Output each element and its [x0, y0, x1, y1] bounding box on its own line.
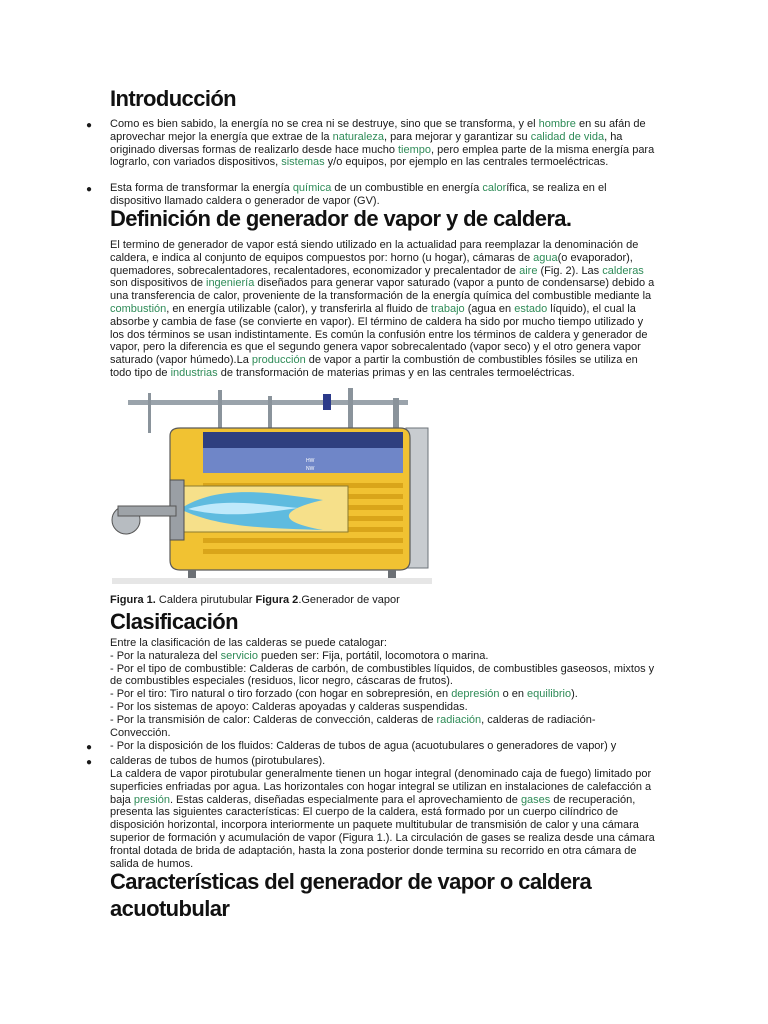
link-depresion[interactable]: depresión	[451, 688, 500, 701]
text-run: La caldera de vapor pirotubular generalmente tienen un hogar integral (denominado caja de fuego) limitado por superficies enfriadas por agua. Las horizontales con hogar integral se utilizan en instalaciones de calefacción a baja	[110, 768, 652, 806]
link-trabajo[interactable]: trabajo	[431, 302, 465, 315]
text-run: Como es bien sabido, la energía no se crea ni se destruye, sino que se transforma, y el	[110, 118, 539, 130]
caption-label-2: Figura 2	[255, 594, 299, 606]
link-radiacion[interactable]: radiación	[436, 713, 482, 726]
text-run: (Fig. 2). Las	[537, 264, 603, 277]
link-servicio[interactable]: servicio	[220, 649, 258, 662]
text-run: en su afán de aprovechar mejor la energía que extrae de la	[110, 118, 646, 143]
link-calor[interactable]: calor	[482, 182, 507, 194]
link-combustion[interactable]: combustión	[110, 302, 167, 315]
pirotubular-paragraph	[110, 768, 655, 870]
text-run: - Por el tiro: Tiro natural o tiro forzado (con hogar en sobrepresión, en	[110, 688, 452, 701]
text-run: El termino de generador de vapor está siendo utilizado en la actualidad para reemplazar la denominación de caldera, e indica al conjunto de equipos compuestos por: horno (u hogar), cámaras de	[110, 239, 639, 264]
heading-caracteristicas: Características del generador de vapor o caldera acuotubular	[110, 869, 592, 921]
heading-clasificacion: Clasificación	[110, 609, 238, 634]
clas-bullet-2: calderas de tubos de humos (pirotubulares).	[110, 755, 326, 767]
link-sistemas[interactable]: sistemas	[281, 156, 325, 169]
link-naturaleza[interactable]: naturaleza	[332, 130, 384, 143]
intro-paragraph-2	[110, 182, 655, 208]
text-run: ).	[571, 688, 578, 701]
text-run: , en energía utilizable (calor), y transferirla al fluido de	[166, 302, 432, 315]
clasificacion-list	[110, 637, 655, 739]
text-run: líquido), el cual la absorbe y cambia de fase (se convierte en vapor). El término de caldera ha sido por mucho tiempo utilizado y los dos términos se usan indistintamente. Es común la confusión entre los términos de caldera y generador de vapor, pero la diferencia es que el segundo genera vapor sobrecalentado (vapor seco) y el otro genera vapor saturado (vapor húmedo).La	[110, 302, 648, 367]
link-gases[interactable]: gases	[520, 793, 551, 806]
caption-label-1: Figura 1.	[110, 594, 156, 606]
clas-line-2	[110, 650, 655, 663]
text-run: . Estas calderas, diseñadas especialmente para el aprovechamiento de	[169, 793, 521, 806]
link-produccion[interactable]: producción	[251, 354, 306, 367]
link-quimica[interactable]: química	[292, 182, 332, 194]
text-run: son dispositivos de	[110, 277, 206, 290]
clas-line-4	[110, 688, 655, 701]
text-run: de vapor a partir la combustión de combustibles fósiles se utiliza en todo tipo de	[110, 354, 638, 379]
link-estado[interactable]: estado	[514, 302, 548, 315]
text-run: de recuperación, presenta las siguientes características: El cuerpo de la caldera, está formado por un cuerpo cilíndrico de disposición horizontal, incorpora interiormente un paquete multitubular de transmisión de calor y una cámara superior de formación y acumulación de vapor (Figura 1.). La circulación de gases se realiza desde una cámara frontal dotada de brida de adaptación, hasta la zona posterior donde termina su recorrido en otra cámara de salida de humos.	[110, 793, 655, 870]
intro-paragraph-1	[110, 118, 655, 169]
text-run: o en	[499, 688, 528, 701]
text-run: diseñados para generar vapor saturado (vapor a punto de condensarse) debido a una transferencia de calor, proveniente de la transformación de la energía química del combustible mediante la	[110, 277, 655, 303]
link-industrias[interactable]: industrias	[170, 366, 218, 379]
text-run: , pero emplea parte de la misma energía para lograrlo, con variados dispositivos,	[110, 143, 655, 169]
label-nw: NW	[306, 466, 315, 472]
text-run: de transformación de materias primas y en las centrales termoeléctricas.	[217, 366, 575, 379]
text-run: Esta forma de transformar la energía	[110, 182, 293, 194]
link-hombre[interactable]: hombre	[538, 118, 576, 130]
clas-line-3: - Por el tipo de combustible: Calderas de carbón, de combustibles líquidos, de combustibles gaseosos, mixtos y de combustibles especiales (residuos, licor negro, cáscaras de frutos).	[110, 662, 655, 688]
bullet-marker: ●	[86, 184, 93, 195]
clas-line-6	[110, 714, 655, 740]
link-calderas[interactable]: calderas	[602, 264, 644, 277]
link-ingenieria[interactable]: ingeniería	[206, 277, 255, 290]
text-run: y/o equipos, por ejemplo en las centrales termoeléctricas.	[324, 156, 609, 169]
link-tiempo[interactable]: tiempo	[398, 143, 432, 156]
bullet-marker: ●	[86, 757, 93, 768]
clas-line-5: - Por los sistemas de apoyo: Calderas apoyadas y calderas suspendidas.	[110, 700, 468, 713]
text-run: de un combustible en energía	[331, 182, 483, 194]
label-hw: HW	[306, 458, 315, 464]
bullet-marker: ●	[86, 742, 93, 753]
boiler-illustration	[108, 388, 434, 590]
text-run: , ha originado diversas formas de realizarlo desde hace mucho	[110, 130, 623, 156]
text-run: pueden ser: Fija, portátil, locomotora o marina.	[257, 649, 489, 662]
figure-caption	[110, 594, 400, 606]
clas-line-1: Entre la clasificación de las calderas se puede catalogar:	[110, 637, 387, 649]
text-run: ífica, se realiza en el dispositivo llamado caldera o generador de vapor (GV).	[110, 182, 607, 207]
caption-text-1: Caldera pirutubular	[155, 594, 256, 606]
text-run: - Por la naturaleza del	[110, 649, 221, 662]
text-run: , para mejorar y garantizar su	[383, 130, 531, 143]
heading-definicion: Definición de generador de vapor y de caldera.	[110, 206, 572, 231]
link-calidad-de-vida[interactable]: calidad de vida	[530, 130, 605, 143]
caption-text-2: .Generador de vapor	[298, 594, 400, 606]
text-run: (o evaporador), quemadores, sobrecalentadores, recalentadores, economizador y precalentador de	[110, 251, 633, 277]
link-agua[interactable]: agua	[533, 251, 558, 264]
text-run: - Por la transmisión de calor: Calderas de convección, calderas de	[110, 713, 437, 726]
text-run: (agua en	[464, 302, 515, 315]
link-presion[interactable]: presión	[133, 793, 170, 806]
heading-introduccion: Introducción	[110, 86, 237, 111]
bullet-marker: ●	[86, 120, 93, 131]
definition-paragraph	[110, 239, 655, 380]
text-run: , calderas de radiación-Convección.	[110, 713, 596, 739]
link-equilibrio[interactable]: equilibrio	[527, 688, 572, 701]
link-aire[interactable]: aire	[519, 264, 538, 277]
clas-bullet-1: - Por la disposición de los fluidos: Calderas de tubos de agua (acuotubulares o generadores de vapor) y	[110, 740, 617, 752]
